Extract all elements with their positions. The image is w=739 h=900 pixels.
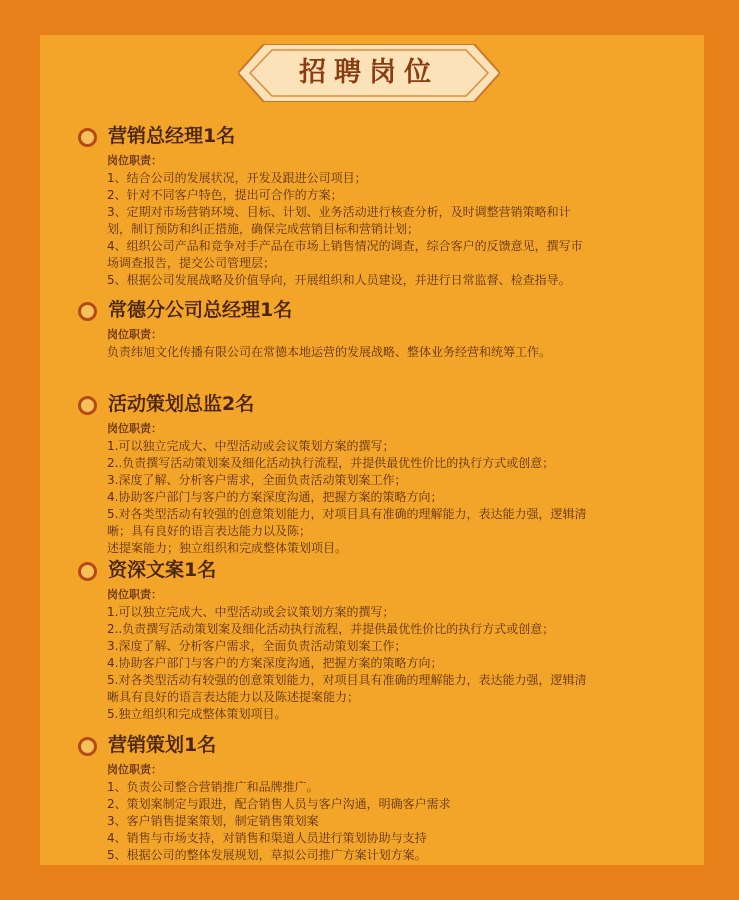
circle-bullet-icon	[78, 302, 97, 321]
duty-list	[107, 779, 678, 864]
duty-line: 2..负责撰写活动策划案及细化活动执行流程，并提供最优性价比的执行方式或创意；	[107, 622, 555, 636]
job-title: 资深文案1名	[108, 559, 217, 581]
duty-line: 4、销售与市场支持，对销售和渠道人员进行策划协助与支持	[107, 831, 427, 845]
duty-line: 4.协助客户部门与客户的方案深度沟通，把握方案的策略方向；	[107, 490, 443, 504]
duty-line: 晰具有良好的语言表达能力以及陈述提案能力；	[107, 690, 360, 704]
section-banner	[238, 44, 500, 102]
duty-line: 划，制订预防和纠正措施，确保完成营销目标和营销计划；	[107, 222, 420, 236]
duty-label: 岗位职责：	[107, 422, 162, 435]
duty-label: 岗位职责：	[107, 763, 162, 776]
duty-list	[107, 344, 678, 361]
job-title: 常德分公司总经理1名	[108, 299, 293, 321]
duty-list	[107, 604, 678, 723]
duty-line: 2..负责撰写活动策划案及细化活动执行流程，并提供最优性价比的执行方式或创意；	[107, 456, 555, 470]
duty-list	[107, 170, 678, 289]
job-section-marketing-planner	[78, 733, 678, 864]
duty-line: 2、针对不同客户特色，提出可合作的方案；	[107, 188, 343, 202]
duty-line: 3、定期对市场营销环境、目标、计划、业务活动进行核查分析，及时调整营销策略和计	[107, 205, 571, 219]
job-title: 营销策划1名	[108, 734, 217, 756]
duty-line: 1、负责公司整合营销推广和品牌推广。	[107, 780, 319, 794]
circle-bullet-icon	[78, 396, 97, 415]
job-section-marketing-gm	[78, 124, 678, 289]
job-section-senior-copywriter	[78, 558, 678, 723]
duty-line: 3.深度了解、分析客户需求，全面负责活动策划案工作；	[107, 473, 407, 487]
job-title: 营销总经理1名	[108, 125, 236, 147]
duty-line: 负责纬旭文化传播有限公司在常德本地运营的发展战略、整体业务经营和统筹工作。	[107, 345, 552, 359]
duty-line: 晰；具有良好的语言表达能力以及陈；	[107, 524, 312, 538]
duty-line: 场调查报告，提交公司管理层；	[107, 256, 276, 270]
duty-line: 5.对各类型活动有较强的创意策划能力，对项目具有准确的理解能力，表达能力强，逻辑清	[107, 507, 587, 521]
circle-bullet-icon	[78, 562, 97, 581]
duty-line: 1.可以独立完成大、中型活动或会议策划方案的撰写；	[107, 439, 395, 453]
duty-line: 5.对各类型活动有较强的创意策划能力，对项目具有准确的理解能力，表达能力强，逻辑清	[107, 673, 587, 687]
duty-line: 1.可以独立完成大、中型活动或会议策划方案的撰写；	[107, 605, 395, 619]
duty-line: 4.协助客户部门与客户的方案深度沟通，把握方案的策略方向；	[107, 656, 443, 670]
duty-list	[107, 438, 678, 557]
job-title: 活动策划总监2名	[108, 393, 255, 415]
job-section-changde-gm	[78, 298, 678, 361]
duty-line: 4、组织公司产品和竞争对手产品在市场上销售情况的调查，综合客户的反馈意见，撰写市	[107, 239, 583, 253]
duty-label: 岗位职责：	[107, 588, 162, 601]
duty-line: 1、结合公司的发展状况，开发及跟进公司项目；	[107, 171, 367, 185]
duty-label: 岗位职责：	[107, 328, 162, 341]
duty-line: 3、客户销售提案策划，制定销售策划案	[107, 814, 319, 828]
circle-bullet-icon	[78, 128, 97, 147]
job-section-event-director	[78, 392, 678, 557]
page-title: 招聘岗位	[299, 57, 439, 88]
duty-line: 2、策划案制定与跟进，配合销售人员与客户沟通，明确客户需求	[107, 797, 451, 811]
duty-line: 述提案能力；独立组织和完成整体策划项目。	[107, 541, 348, 555]
circle-bullet-icon	[78, 737, 97, 756]
duty-label: 岗位职责：	[107, 154, 162, 167]
duty-line: 3.深度了解、分析客户需求，全面负责活动策划案工作；	[107, 639, 407, 653]
duty-line: 5.独立组织和完成整体策划项目。	[107, 707, 287, 721]
duty-line: 5、根据公司发展战略及价值导向，开展组织和人员建设，并进行日常监督、检查指导。	[107, 273, 571, 287]
duty-line: 5、根据公司的整体发展规划，草拟公司推广方案计划方案。	[107, 848, 427, 862]
